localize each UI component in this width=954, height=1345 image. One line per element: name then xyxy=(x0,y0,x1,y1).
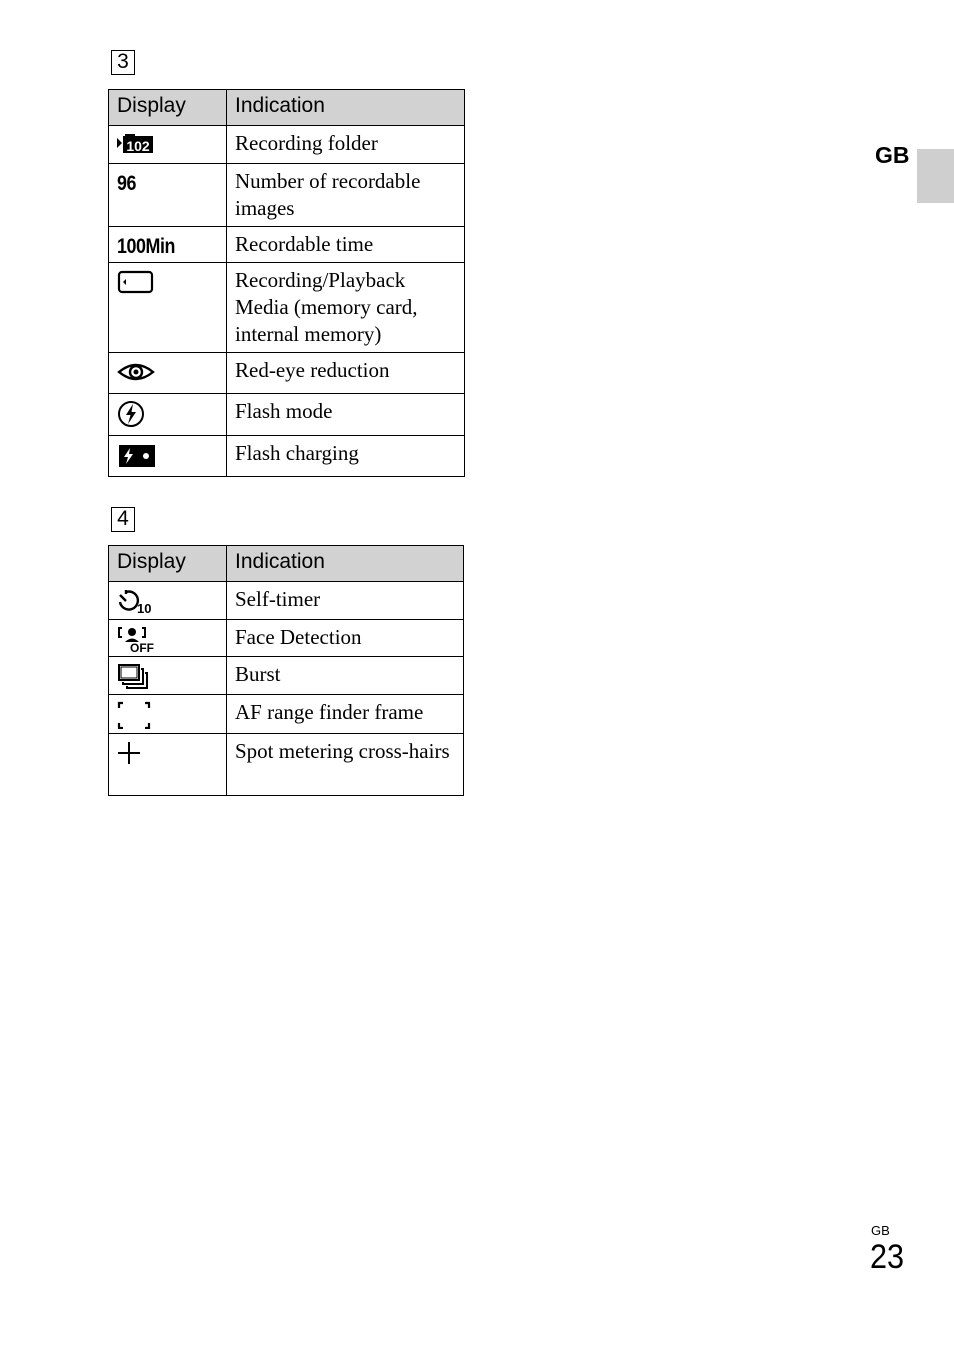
indication-cell: Self-timer xyxy=(227,582,464,620)
self-timer-icon xyxy=(117,588,157,614)
indication-cell: Flash mode xyxy=(227,394,465,436)
page-number: 23 xyxy=(870,1238,905,1276)
indication-cell: Flash charging xyxy=(227,436,465,477)
language-tab xyxy=(917,149,954,203)
column-header-display: Display xyxy=(109,546,227,582)
section-number-3: 3 xyxy=(111,50,135,75)
display-table-4 xyxy=(108,545,464,796)
indication-cell: AF range finder frame xyxy=(227,695,464,734)
indication-cell: Recordable time xyxy=(227,227,465,263)
column-header-display: Display xyxy=(109,90,227,126)
footer-language: GB xyxy=(871,1223,890,1238)
red-eye-icon xyxy=(117,359,157,385)
indication-cell: Recording/Playback Media (memory card, internal memory) xyxy=(227,263,465,353)
table-row xyxy=(109,164,465,227)
indication-cell: Burst xyxy=(227,657,464,695)
indication-cell: Number of recordable images xyxy=(227,164,465,227)
recording-folder-icon xyxy=(117,132,157,156)
burst-icon xyxy=(117,663,157,691)
table-row xyxy=(109,582,464,620)
table-row xyxy=(109,620,464,657)
table-row xyxy=(109,734,464,796)
table-row xyxy=(109,657,464,695)
af-range-finder-icon xyxy=(117,701,157,729)
table-row xyxy=(109,394,465,436)
recordable-time-value: 100Min xyxy=(117,235,175,258)
table-row xyxy=(109,695,464,734)
display-table-3 xyxy=(108,89,465,477)
indication-cell: Spot metering cross-hairs xyxy=(227,734,464,796)
table-row xyxy=(109,126,465,164)
section-number-4: 4 xyxy=(111,507,135,532)
folder-number: 102 xyxy=(126,138,150,154)
table-row xyxy=(109,436,465,477)
indication-cell: Red-eye reduction xyxy=(227,353,465,394)
recordable-images-count: 96 xyxy=(117,172,137,195)
table-row xyxy=(109,353,465,394)
self-timer-seconds: 10 xyxy=(137,601,152,614)
flash-charging-icon xyxy=(117,442,157,470)
table-header-row xyxy=(109,90,465,126)
indication-cell: Face Detection xyxy=(227,620,464,657)
face-detection-state: OFF xyxy=(130,641,154,654)
table-row xyxy=(109,227,465,263)
crosshair-icon xyxy=(117,740,157,768)
table-header-row xyxy=(109,546,464,582)
column-header-indication: Indication xyxy=(227,90,465,126)
column-header-indication: Indication xyxy=(227,546,464,582)
table-row xyxy=(109,263,465,353)
flash-mode-icon xyxy=(117,400,157,428)
language-tab-label: GB xyxy=(875,142,910,168)
memory-card-icon xyxy=(117,269,157,295)
indication-cell: Recording folder xyxy=(227,126,465,164)
face-detection-off-icon xyxy=(117,626,157,654)
